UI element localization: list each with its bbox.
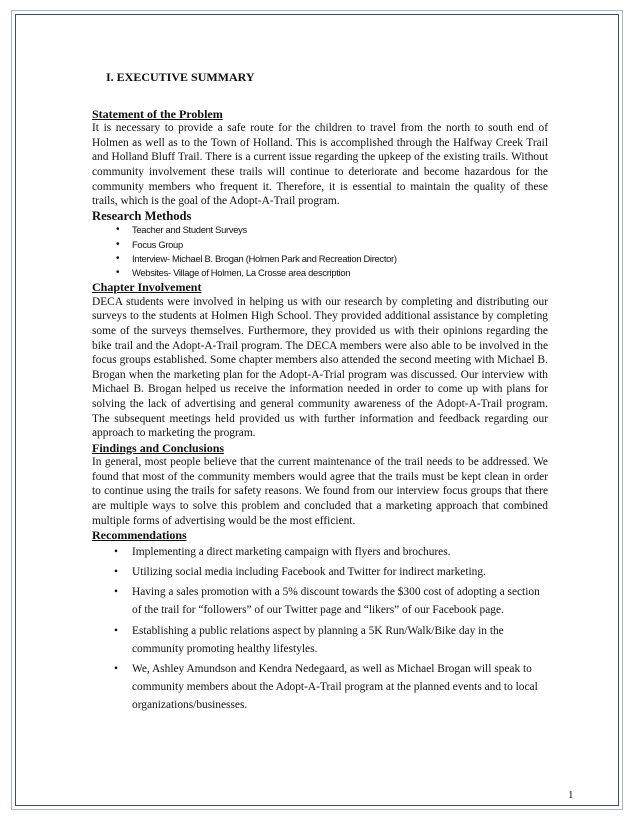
list-item: • Implementing a direct marketing campaign with flyers and brochures.	[92, 543, 548, 561]
methods-heading: Research Methods	[92, 208, 192, 223]
list-item: • We, Ashley Amundson and Kendra Nedegaard, as well as Michael Brogan will speak to community members about the Adopt-A-Trail program at the planned events and to local organizations/businesses.	[92, 660, 548, 715]
list-item: • Websites- Village of Holmen, La Crosse area description	[92, 266, 548, 280]
list-item: • Interview- Michael B. Brogan (Holmen Park and Recreation Director)	[92, 252, 548, 266]
problem-text: It is necessary to provide a safe route for the children to travel from the north to south end of Holmen as well as to the Town of Holland. This is accomplished through the Halfway Creek Trail and Holland Bluff Trail. There is a current issue regarding the upkeep of the existing trails. Without community involvement these trails will continue to deteriorate and become hazardous for the community members who frequent it. Therefore, it is essential to maintain the quality of these trails, which is the goal of the Adopt-A-Trail program.	[92, 122, 548, 208]
list-item: • Teacher and Student Surveys	[92, 223, 548, 237]
list-item: • Utilizing social media including Facebook and Twitter for indirect marketing.	[92, 563, 548, 581]
list-item: • Having a sales promotion with a 5% discount towards the $300 cost of adopting a section of the trail for “followers” of our Twitter page and “likers” of our Facebook page.	[92, 583, 548, 619]
list-item: • Establishing a public relations aspect by planning a 5K Run/Walk/Bike day in the community promoting healthy lifestyles.	[92, 622, 548, 658]
recommendations-list	[92, 543, 548, 715]
findings-heading: Findings and Conclusions	[92, 440, 225, 455]
chapter-text: DECA students were involved in helping us with our research by completing and distributing our surveys to the students at Holmen High School. They provided additional assistance by completing some of the surveys themselves. Furthermore, they provided us with their opinions regarding the bike trail and the Adopt-A-Trail program. The DECA members were also able to be involved in the focus groups established. Some chapter members also attended the second meeting with Michael B. Brogan when the marketing plan for the Adopt-A-Trial program was discussed. Our interview with Michael B. Brogan helped us receive the information needed in order to come up with plans for solving the lack of advertising and general community awareness of the Adopt-A-Trail program. The subsequent meetings held provided us with further information and feedback regarding our approach to marketing the program.	[92, 295, 548, 440]
methods-list	[92, 223, 548, 280]
section-title: I. EXECUTIVE SUMMARY	[106, 70, 255, 84]
recommendations-heading: Recommendations	[92, 528, 187, 543]
chapter-heading: Chapter Involvement	[92, 280, 202, 295]
document-body	[92, 70, 548, 717]
findings-text: In general, most people believe that the current maintenance of the trail needs to be addressed. We found that most of the community members would agree that the trails must be kept clean in order to continue using the trails for safety reasons. We found from our interview focus groups that there are multiple ways to solve this problem and concluded that a marketing approach that combined multiple forms of advertising would be the most efficient.	[92, 456, 548, 527]
list-item: • Focus Group	[92, 238, 548, 252]
problem-heading: Statement of the Problem	[92, 106, 223, 121]
page-number: 1	[568, 789, 574, 801]
